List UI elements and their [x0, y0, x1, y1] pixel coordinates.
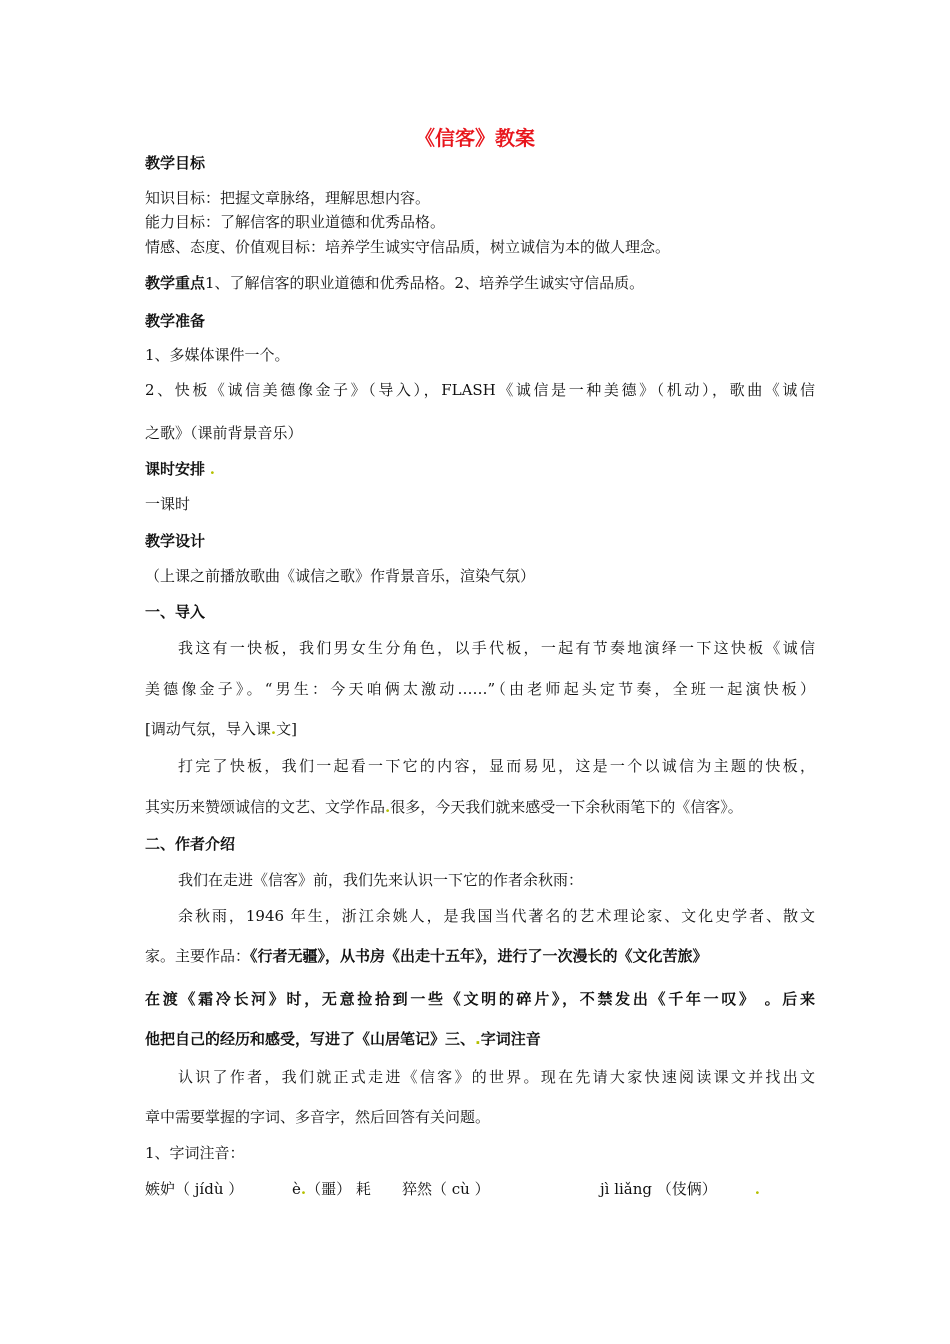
- author-p2d-text-a: 他把自己的经历和感受，写进了《山居笔记》三、: [145, 1030, 476, 1048]
- intro-paragraph-1b: 美德像金子》。“男生：今天咱俩太激动……”（由老师起头定节奏，全班一起演快板）: [145, 680, 815, 698]
- document-title: 《信客》教案: [415, 126, 535, 150]
- intro-paragraph-2: [145, 719, 815, 739]
- heading-design: 教学设计: [145, 532, 206, 550]
- schedule-heading-line: [145, 459, 815, 479]
- intro-p3-text-a: 其实历来赞颂诚信的文艺、文学作品: [145, 798, 386, 816]
- intro-p2-text-b: 文]: [276, 720, 297, 738]
- intro-paragraph-3a: 打完了快板，我们一起看一下它的内容，显而易见，这是一个以诚信为主题的快板，: [178, 757, 815, 775]
- intro-paragraph-1a: 我这有一快板，我们男女生分角色，以手代板，一起有节奏地演绎一下这快板《诚信: [178, 639, 815, 657]
- reading-paragraph-a: 认识了作者，我们就正式走进《信客》的世界。现在先请大家快速阅读课文并找出文: [178, 1068, 815, 1086]
- author-paragraph-2c: 在渡《霜冷长河》时，无意捡拾到一些《文明的碎片》，不禁发出《千年一叹》 。后来: [145, 990, 815, 1008]
- vocab-item-4-text: jì liǎng （伎俩）: [600, 1180, 717, 1198]
- prep-item-2: 2、快板《诚信美德像金子》（导入），FLASH《诚信是一种美德》（机动），歌曲《诚信: [145, 381, 815, 399]
- key-points-text: 1、了解信客的职业道德和优秀品格。2、培养学生诚实守信品质。: [205, 274, 645, 292]
- intro-p2-text-a: [调动气氛，导入课: [145, 720, 271, 738]
- reading-paragraph-b: 章中需要掌握的字词、多音字，然后回答有关问题。: [145, 1108, 491, 1126]
- heading-teaching-goals: 教学目标: [145, 154, 206, 172]
- goal-attitude: 情感、态度、价值观目标：培养学生诚实守信品质，树立诚信为本的做人理念。: [145, 238, 671, 256]
- marker-dot: .: [270, 720, 277, 738]
- heading-intro: 一、导入: [145, 603, 206, 621]
- prep-item-1: 1、多媒体课件一个。: [145, 346, 290, 364]
- vocab-item-2-pinyin: è: [292, 1180, 301, 1198]
- vocab-item-4: [600, 1179, 815, 1199]
- key-points-line: [145, 273, 815, 293]
- author-paragraph-2b: [145, 946, 815, 966]
- marker-dot: .: [300, 1180, 307, 1198]
- marker-dot: .: [385, 798, 391, 816]
- marker-dot: .: [475, 1030, 481, 1048]
- prep-item-2-cont: 之歌》（课前背景音乐）: [145, 424, 303, 442]
- heading-author: 二、作者介绍: [145, 835, 236, 853]
- vocab-item-1: 嫉妒（ jídù ）: [145, 1180, 244, 1198]
- intro-p3-text-b: 很多，今天我们就来感受一下余秋雨笔下的《信客》。: [390, 798, 743, 816]
- schedule-text: 一课时: [145, 495, 191, 513]
- author-paragraph-1: 我们在走进《信客》前，我们先来认识一下它的作者余秋雨：: [178, 871, 584, 889]
- vocab-heading: 1、字词注音：: [145, 1144, 245, 1162]
- author-works-bold: 《行者无疆》，从书房《出走十五年》，进行了一次漫长的《文化苦旅》: [250, 947, 708, 965]
- goal-knowledge: 知识目标：把握文章脉络，理解思想内容。: [145, 189, 431, 207]
- vocab-item-3: 猝然（ cù ）: [402, 1180, 490, 1198]
- heading-schedule: 课时安排: [145, 460, 206, 478]
- intro-paragraph-3b: [145, 797, 817, 817]
- author-works-label: 家。主要作品：: [145, 947, 251, 965]
- heading-key-points: 教学重点: [145, 274, 206, 292]
- author-paragraph-2a: 余秋雨，1946 年生，浙江余姚人，是我国当代著名的艺术理论家、文化史学者、散文: [178, 907, 815, 925]
- goal-ability: 能力目标：了解信客的职业道德和优秀品格。: [145, 213, 446, 231]
- marker-dot: .: [754, 1180, 761, 1198]
- heading-preparation: 教学准备: [145, 312, 206, 330]
- marker-dot: .: [209, 460, 216, 478]
- author-paragraph-2d: [145, 1029, 815, 1049]
- design-note: （上课之前播放歌曲《诚信之歌》作背景音乐，渲染气氛）: [145, 567, 536, 585]
- vocab-item-2-word: （噩） 耗: [306, 1180, 371, 1198]
- author-p2d-text-b: 字词注音: [480, 1030, 541, 1048]
